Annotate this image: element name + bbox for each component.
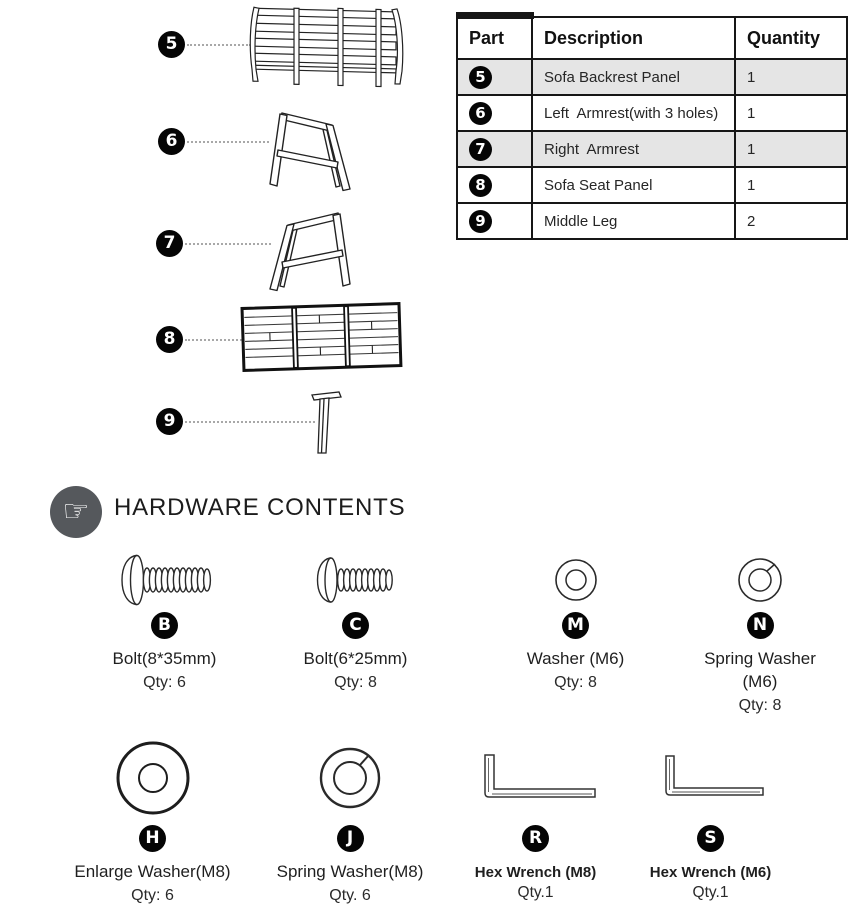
hardware-name: Bolt(8*35mm)	[112, 649, 217, 668]
table-row	[457, 59, 847, 95]
hardware-qty: Qty. 6	[329, 886, 371, 904]
hardware-item-C	[263, 548, 448, 692]
hardware-item-H	[60, 731, 245, 905]
part-quantity: 2	[735, 203, 847, 239]
hardware-contents-title: HARDWARE CONTENTS	[114, 494, 406, 521]
part-number-badge: 5	[469, 66, 492, 89]
hardware-qty: Qty: 8	[334, 673, 377, 691]
hardware-item-S	[618, 731, 803, 902]
hardware-qty: Qty: 6	[131, 886, 174, 904]
leader-line-6	[187, 141, 269, 143]
part-8-badge: 8	[156, 326, 183, 353]
bolt-icon	[115, 554, 215, 606]
letter-badge-J: J	[337, 825, 364, 852]
hardware-name: Spring Washer (M6)	[704, 649, 816, 691]
part-6-badge: 6	[158, 128, 185, 155]
part-description: Sofa Seat Panel	[532, 167, 735, 203]
pointing-hand-glyph: ☞	[62, 494, 90, 529]
letter-badge-C: C	[342, 612, 369, 639]
part-number-badge: 8	[469, 174, 492, 197]
part-description: Sofa Backrest Panel	[532, 59, 735, 95]
hardware-name: Spring Washer(M8)	[276, 862, 424, 881]
leader-line-9	[185, 421, 315, 423]
hardware-qty: Qty.1	[517, 884, 554, 902]
hardware-item-J	[255, 731, 445, 905]
part-8-diagram-seat-panel	[240, 302, 404, 374]
leader-line-7	[185, 243, 271, 245]
part-description: Right Armrest	[532, 131, 735, 167]
table-row	[457, 203, 847, 239]
part-9-diagram-middle-leg	[305, 390, 347, 456]
part-number-badge: 7	[469, 138, 492, 161]
pointing-hand-icon	[50, 486, 102, 538]
hex-wrench-icon	[655, 753, 767, 803]
part-5-badge: 5	[158, 31, 185, 58]
spring-washer-icon	[737, 557, 783, 603]
col-header-part: Part	[457, 17, 532, 59]
leader-line-5	[187, 44, 251, 46]
hardware-name: Hex Wrench (M8)	[474, 864, 597, 881]
table-header-row	[457, 17, 847, 59]
part-quantity: 1	[735, 95, 847, 131]
hardware-name: Hex Wrench (M6)	[649, 864, 772, 881]
part-7-badge: 7	[156, 230, 183, 257]
letter-badge-M: M	[562, 612, 589, 639]
col-header-quantity: Quantity	[735, 17, 847, 59]
hardware-item-R	[443, 731, 628, 902]
hardware-qty: Qty: 6	[143, 673, 186, 691]
spring-washer-icon	[317, 745, 383, 811]
table-row	[457, 131, 847, 167]
bolt-icon	[311, 556, 401, 604]
col-header-description: Description	[532, 17, 735, 59]
letter-badge-R: R	[522, 825, 549, 852]
enlarge-washer-icon	[114, 739, 192, 817]
washer-icon	[554, 558, 598, 602]
part-7-diagram-right-armrest	[266, 206, 352, 294]
hex-wrench-icon	[473, 752, 599, 804]
part-quantity: 1	[735, 59, 847, 95]
hardware-item-N	[690, 548, 830, 715]
part-6-diagram-left-armrest	[268, 106, 354, 194]
parts-table	[456, 16, 848, 240]
hardware-name: Bolt(6*25mm)	[303, 649, 408, 668]
part-description: Middle Leg	[532, 203, 735, 239]
letter-badge-N: N	[747, 612, 774, 639]
part-5-diagram-backrest-panel	[246, 4, 404, 88]
hardware-name: Enlarge Washer(M8)	[74, 862, 231, 881]
hardware-name: Washer (M6)	[526, 649, 625, 668]
part-9-badge: 9	[156, 408, 183, 435]
letter-badge-S: S	[697, 825, 724, 852]
part-quantity: 1	[735, 167, 847, 203]
letter-badge-H: H	[139, 825, 166, 852]
hardware-item-M	[483, 548, 668, 692]
table-row	[457, 167, 847, 203]
leader-line-8	[185, 339, 245, 341]
part-quantity: 1	[735, 131, 847, 167]
hardware-qty: Qty: 8	[738, 696, 782, 714]
letter-badge-B: B	[151, 612, 178, 639]
part-description: Left Armrest(with 3 holes)	[532, 95, 735, 131]
hardware-qty: Qty: 8	[554, 673, 597, 691]
hardware-item-B	[72, 548, 257, 692]
hardware-qty: Qty.1	[692, 884, 729, 902]
part-number-badge: 9	[469, 210, 492, 233]
table-row	[457, 95, 847, 131]
part-number-badge: 6	[469, 102, 492, 125]
